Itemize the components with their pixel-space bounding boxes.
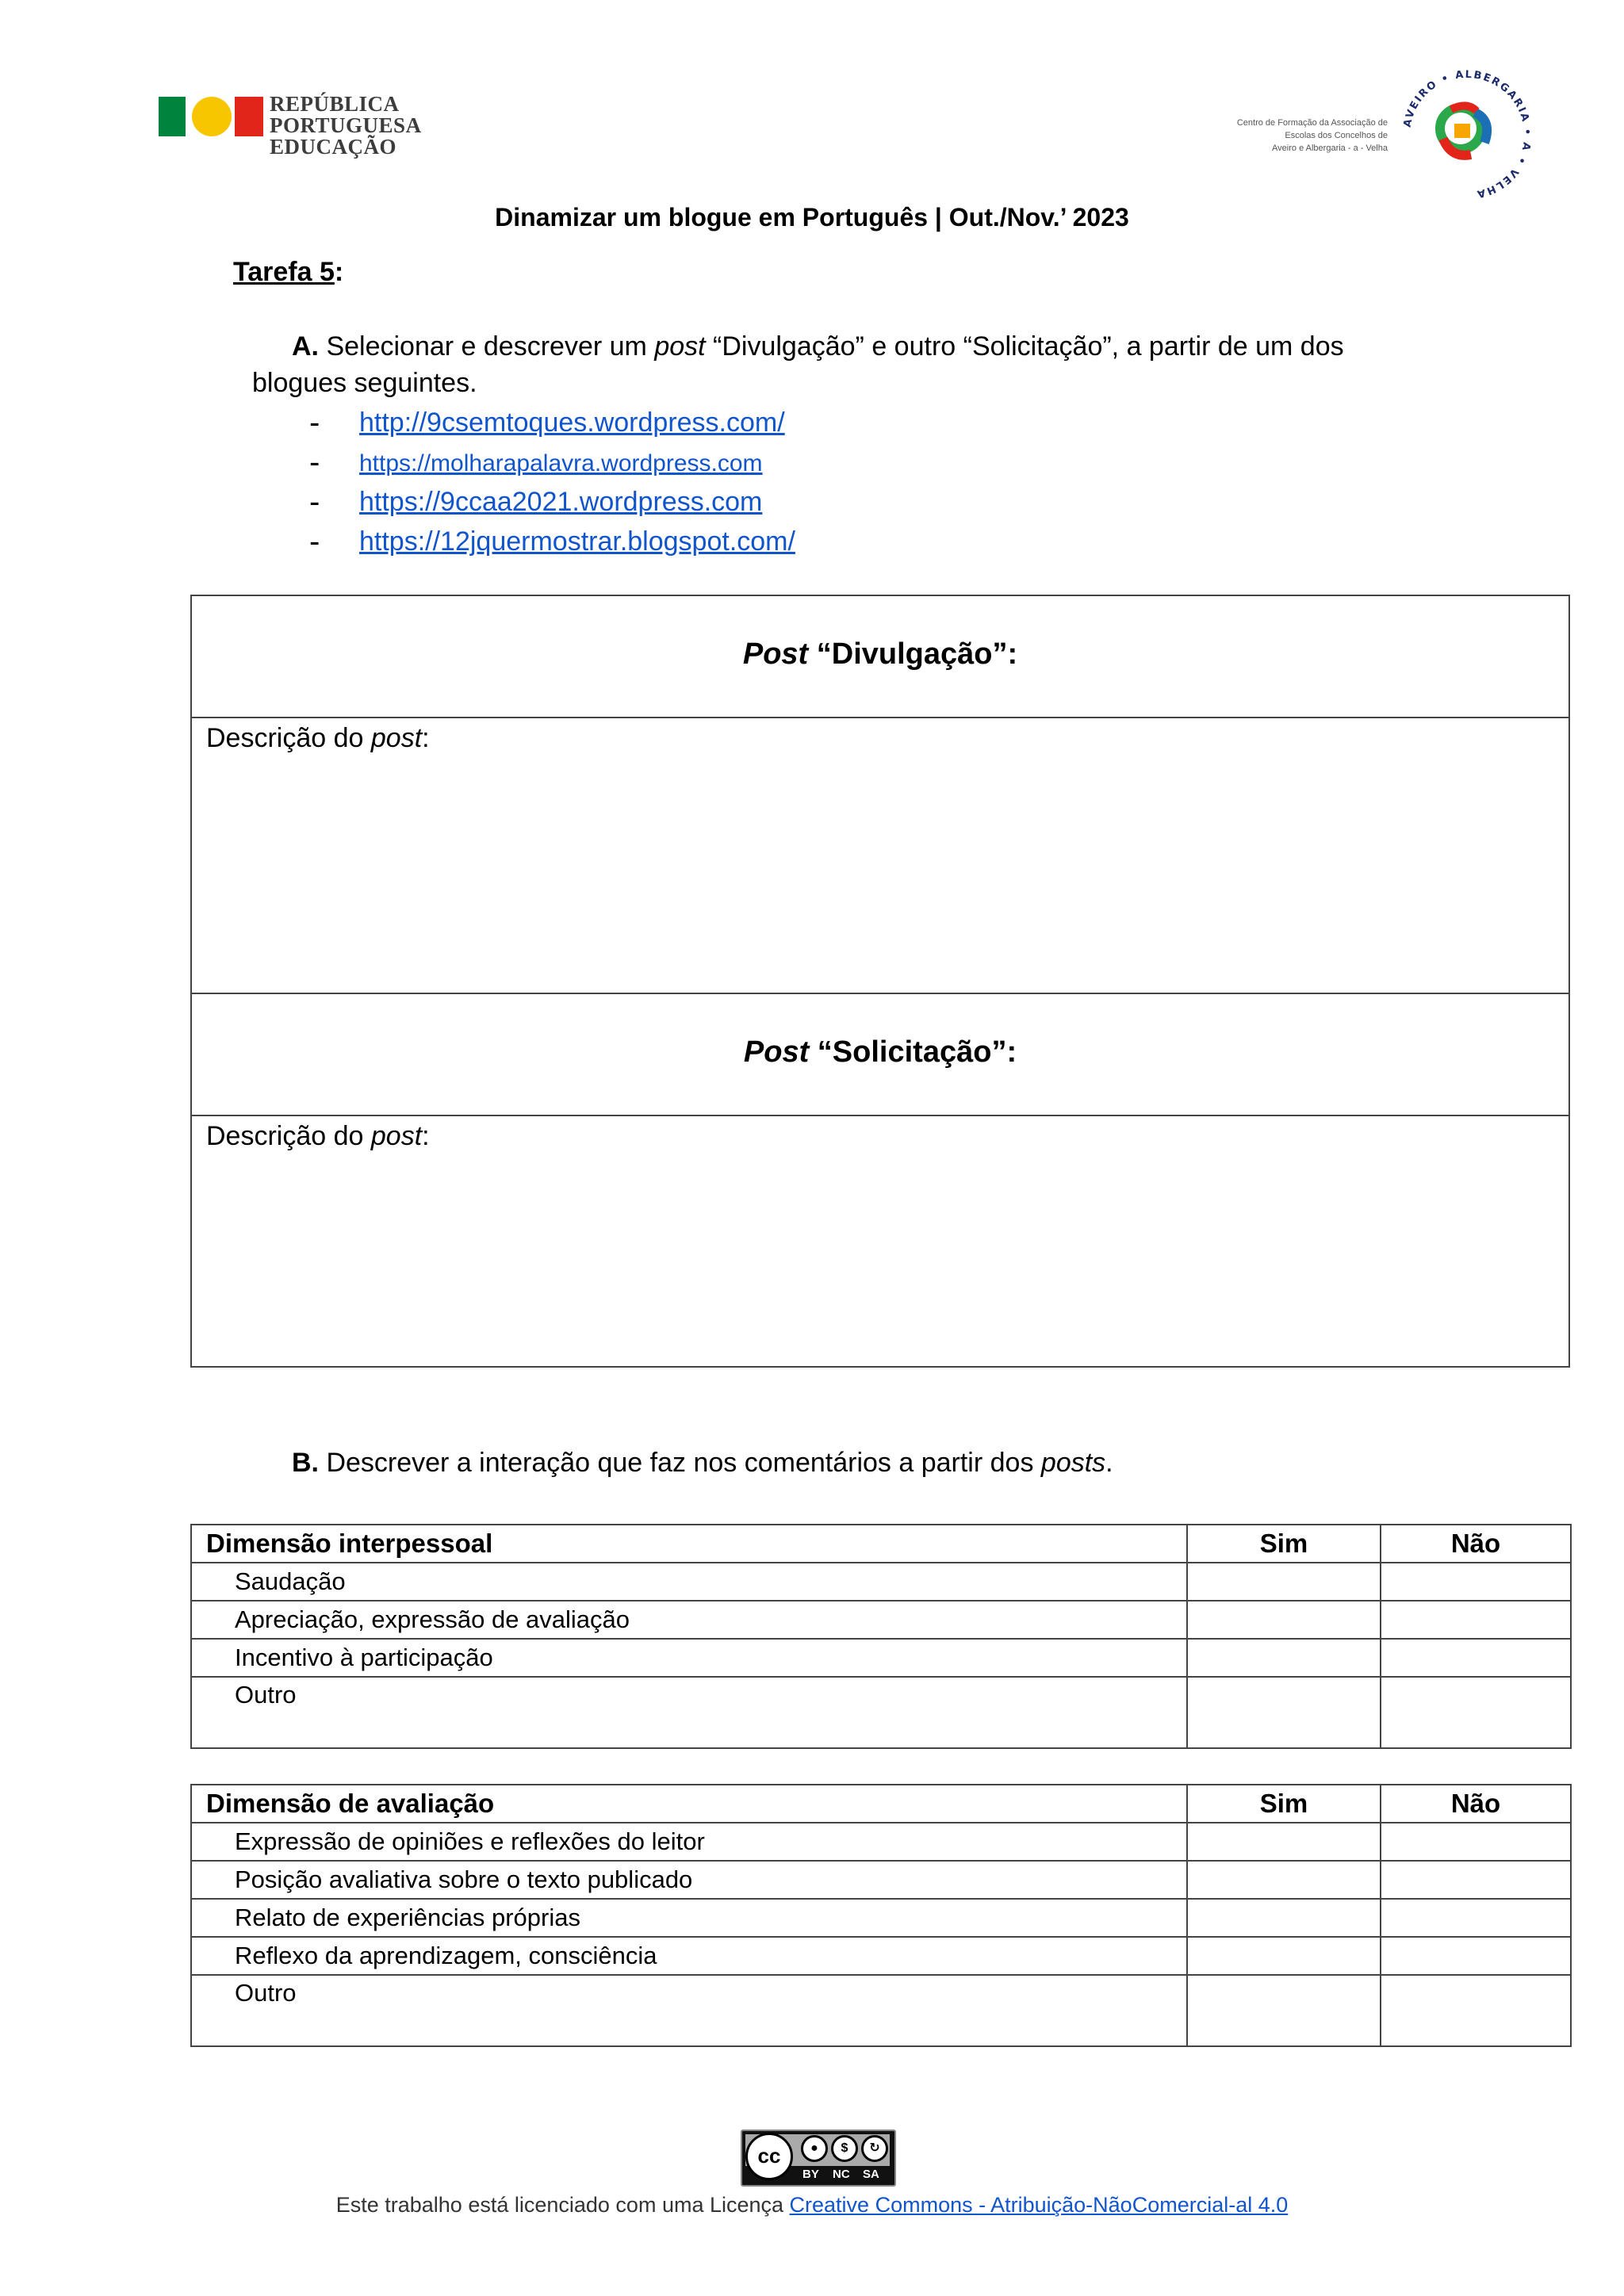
criterion-label: Posição avaliativa sobre o texto publicado bbox=[191, 1861, 1187, 1899]
cc-sa-label: SA bbox=[863, 2168, 879, 2181]
nao-cell[interactable] bbox=[1381, 1563, 1571, 1601]
nc-dollar-icon: $ bbox=[831, 2135, 858, 2162]
table-row bbox=[191, 1899, 1571, 1937]
nao-cell[interactable] bbox=[1381, 1677, 1571, 1748]
table-row bbox=[191, 1937, 1571, 1975]
sim-cell[interactable] bbox=[1187, 1639, 1381, 1677]
criterion-label: Outro bbox=[191, 1677, 1187, 1748]
sim-cell[interactable] bbox=[1187, 1563, 1381, 1601]
centro-formacao-logo bbox=[1396, 63, 1538, 206]
cf-ring-text: AVEIRO • ALBERGARIA • A • VELHA bbox=[1401, 68, 1534, 201]
blog-link-molharapalavra[interactable]: https://molharapalavra.wordpress.com bbox=[359, 450, 763, 476]
blog-link-12jquermostrar[interactable]: https://12jquermostrar.blogspot.com/ bbox=[359, 526, 795, 557]
nao-cell[interactable] bbox=[1381, 1823, 1571, 1861]
centro-formacao-text: Centro de Formação da Associação de Escolas dos Concelhos de Aveiro e Albergaria - a - Velha bbox=[1236, 118, 1388, 153]
criterion-label: Reflexo da aprendizagem, consciência bbox=[191, 1937, 1187, 1975]
table-header-sim: Sim bbox=[1187, 1785, 1381, 1823]
table-row bbox=[191, 1639, 1571, 1677]
logo-green-square bbox=[159, 97, 186, 136]
criterion-label: Saudação bbox=[191, 1563, 1187, 1601]
nao-cell[interactable] bbox=[1381, 1937, 1571, 1975]
nao-cell[interactable] bbox=[1381, 1975, 1571, 2046]
table-row bbox=[191, 1563, 1571, 1601]
license-notice: Este trabalho está licenciado com uma Licença Creative Commons - Atribuição-NãoComercial-al 4.0 bbox=[335, 2193, 1289, 2217]
criterion-label: Apreciação, expressão de avaliação bbox=[191, 1601, 1187, 1639]
table-header-nao: Não bbox=[1381, 1525, 1571, 1563]
cc-by-label: BY bbox=[802, 2168, 819, 2181]
license-link[interactable]: Creative Commons - Atribuição-NãoComercial-al 4.0 bbox=[789, 2193, 1289, 2217]
table-row bbox=[191, 1601, 1571, 1639]
divider bbox=[192, 717, 1568, 718]
logo-red-square bbox=[235, 97, 263, 136]
table-header-row bbox=[191, 1785, 1571, 1823]
sim-cell[interactable] bbox=[1187, 1975, 1381, 2046]
sim-cell[interactable] bbox=[1187, 1937, 1381, 1975]
logo-line-3: EDUCAÇÃO bbox=[270, 135, 397, 159]
criterion-label: Outro bbox=[191, 1975, 1187, 2046]
post-divulgacao-heading: Post “Divulgação”: bbox=[742, 637, 1018, 671]
table-header-row bbox=[191, 1525, 1571, 1563]
divider bbox=[192, 1115, 1568, 1116]
nao-cell[interactable] bbox=[1381, 1899, 1571, 1937]
table-dimensao-avaliacao bbox=[190, 1784, 1572, 2047]
blog-link-9ccaa2021[interactable]: https://9ccaa2021.wordpress.com bbox=[359, 487, 763, 517]
sim-cell[interactable] bbox=[1187, 1861, 1381, 1899]
cc-icon: cc bbox=[745, 2133, 793, 2180]
criterion-label: Expressão de opiniões e reflexões do leitor bbox=[191, 1823, 1187, 1861]
section-b-instruction: B. Descrever a interação que faz nos comentários a partir dos posts. bbox=[292, 1448, 1113, 1478]
section-a-instruction: A. Selecionar e descrever um post “Divulgação” e outro “Solicitação”, a partir de um dos blogues seguintes. bbox=[252, 331, 1344, 398]
divider bbox=[192, 993, 1568, 994]
table-row bbox=[191, 1823, 1571, 1861]
creative-commons-badge[interactable] bbox=[741, 2130, 896, 2187]
nao-cell[interactable] bbox=[1381, 1601, 1571, 1639]
table-row bbox=[191, 1975, 1571, 2046]
table-header-dimension: Dimensão interpessoal bbox=[191, 1525, 1187, 1563]
divulgacao-description-field[interactable]: Descrição do post: bbox=[206, 723, 430, 753]
sim-cell[interactable] bbox=[1187, 1823, 1381, 1861]
table-row bbox=[191, 1861, 1571, 1899]
solicitacao-description-field[interactable]: Descrição do post: bbox=[206, 1121, 430, 1151]
table-header-sim: Sim bbox=[1187, 1525, 1381, 1563]
sim-cell[interactable] bbox=[1187, 1601, 1381, 1639]
sa-share-icon: ↻ bbox=[861, 2135, 888, 2162]
cf-logo-emblem bbox=[1396, 63, 1538, 206]
cc-nc-label: NC bbox=[833, 2168, 850, 2181]
document-title: Dinamizar um blogue em Português | Out./Nov.’ 2023 bbox=[495, 203, 1129, 232]
task-title: Tarefa 5: bbox=[233, 257, 344, 287]
table-header-dimension: Dimensão de avaliação bbox=[191, 1785, 1187, 1823]
post-description-box bbox=[190, 595, 1570, 1368]
by-person-icon: ● bbox=[801, 2135, 828, 2162]
table-dimensao-interpessoal bbox=[190, 1524, 1572, 1749]
blog-link-9csemtoques[interactable]: http://9csemtoques.wordpress.com/ bbox=[359, 408, 785, 438]
sim-cell[interactable] bbox=[1187, 1677, 1381, 1748]
criterion-label: Incentivo à participação bbox=[191, 1639, 1187, 1677]
table-header-nao: Não bbox=[1381, 1785, 1571, 1823]
sim-cell[interactable] bbox=[1187, 1899, 1381, 1937]
logo-line-1: REPÚBLICA bbox=[270, 92, 400, 116]
criterion-label: Relato de experiências próprias bbox=[191, 1899, 1187, 1937]
nao-cell[interactable] bbox=[1381, 1639, 1571, 1677]
logo-text bbox=[270, 94, 422, 158]
logo-yellow-circle bbox=[192, 97, 232, 136]
post-solicitacao-heading: Post “Solicitação”: bbox=[743, 1035, 1017, 1069]
table-row bbox=[191, 1677, 1571, 1748]
logo-line-2: PORTUGUESA bbox=[270, 113, 422, 137]
nao-cell[interactable] bbox=[1381, 1861, 1571, 1899]
